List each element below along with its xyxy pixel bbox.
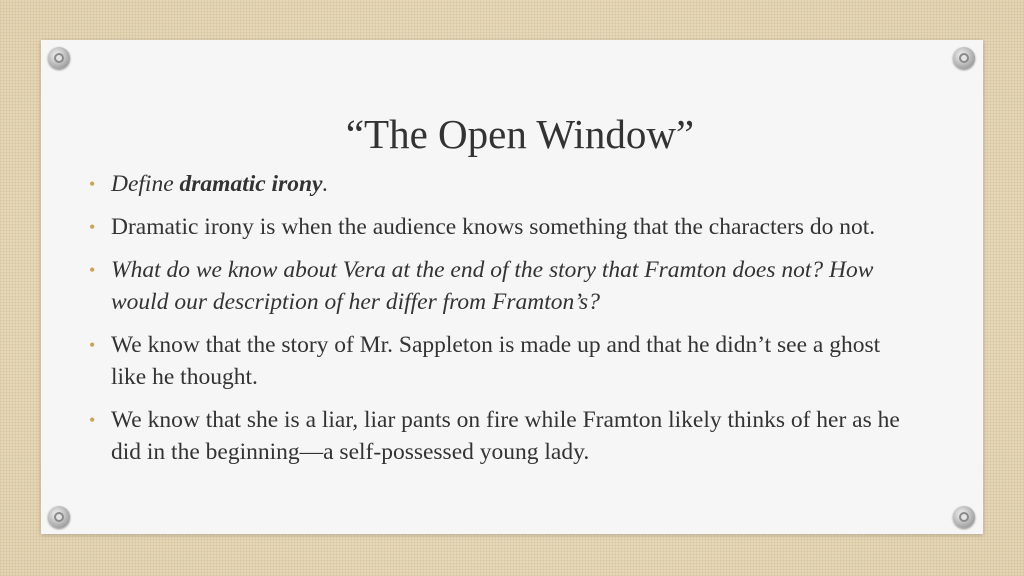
bullet-item-define	[89, 168, 919, 200]
bullet-text	[111, 168, 328, 200]
pushpin-icon	[953, 47, 975, 69]
bullet-text: What do we know about Vera at the end of the story that Framton does not? How would our description of her differ from Framton’s?	[111, 257, 874, 315]
bullet-marker: •	[89, 217, 96, 237]
bullet-list	[89, 168, 919, 479]
bullet-text-term: dramatic irony	[179, 171, 323, 197]
bullet-item-answer-sappleton	[89, 329, 919, 393]
bullet-marker: •	[89, 174, 96, 194]
bullet-marker: •	[89, 260, 96, 280]
bullet-item-definition	[89, 211, 919, 243]
bullet-text: We know that the story of Mr. Sappleton is made up and that he didn’t see a ghost like he thought.	[111, 332, 881, 390]
bullet-text-period: .	[322, 171, 329, 197]
bullet-item-question	[89, 254, 919, 318]
bullet-marker: •	[89, 335, 96, 355]
bullet-text: Dramatic irony is when the audience knows something that the characters do not.	[111, 214, 876, 240]
slide-card	[41, 40, 983, 534]
slide-title: “The Open Window”	[345, 111, 695, 157]
bullet-text-define: Define	[111, 171, 180, 197]
bullet-item-answer-vera	[89, 404, 919, 468]
pushpin-icon	[48, 47, 70, 69]
pushpin-icon	[48, 506, 70, 528]
bullet-text: We know that she is a liar, liar pants on fire while Framton likely thinks of her as he did in the beginning—a self-possessed young lady.	[111, 407, 900, 465]
pushpin-icon	[953, 506, 975, 528]
bullet-marker: •	[89, 410, 96, 430]
